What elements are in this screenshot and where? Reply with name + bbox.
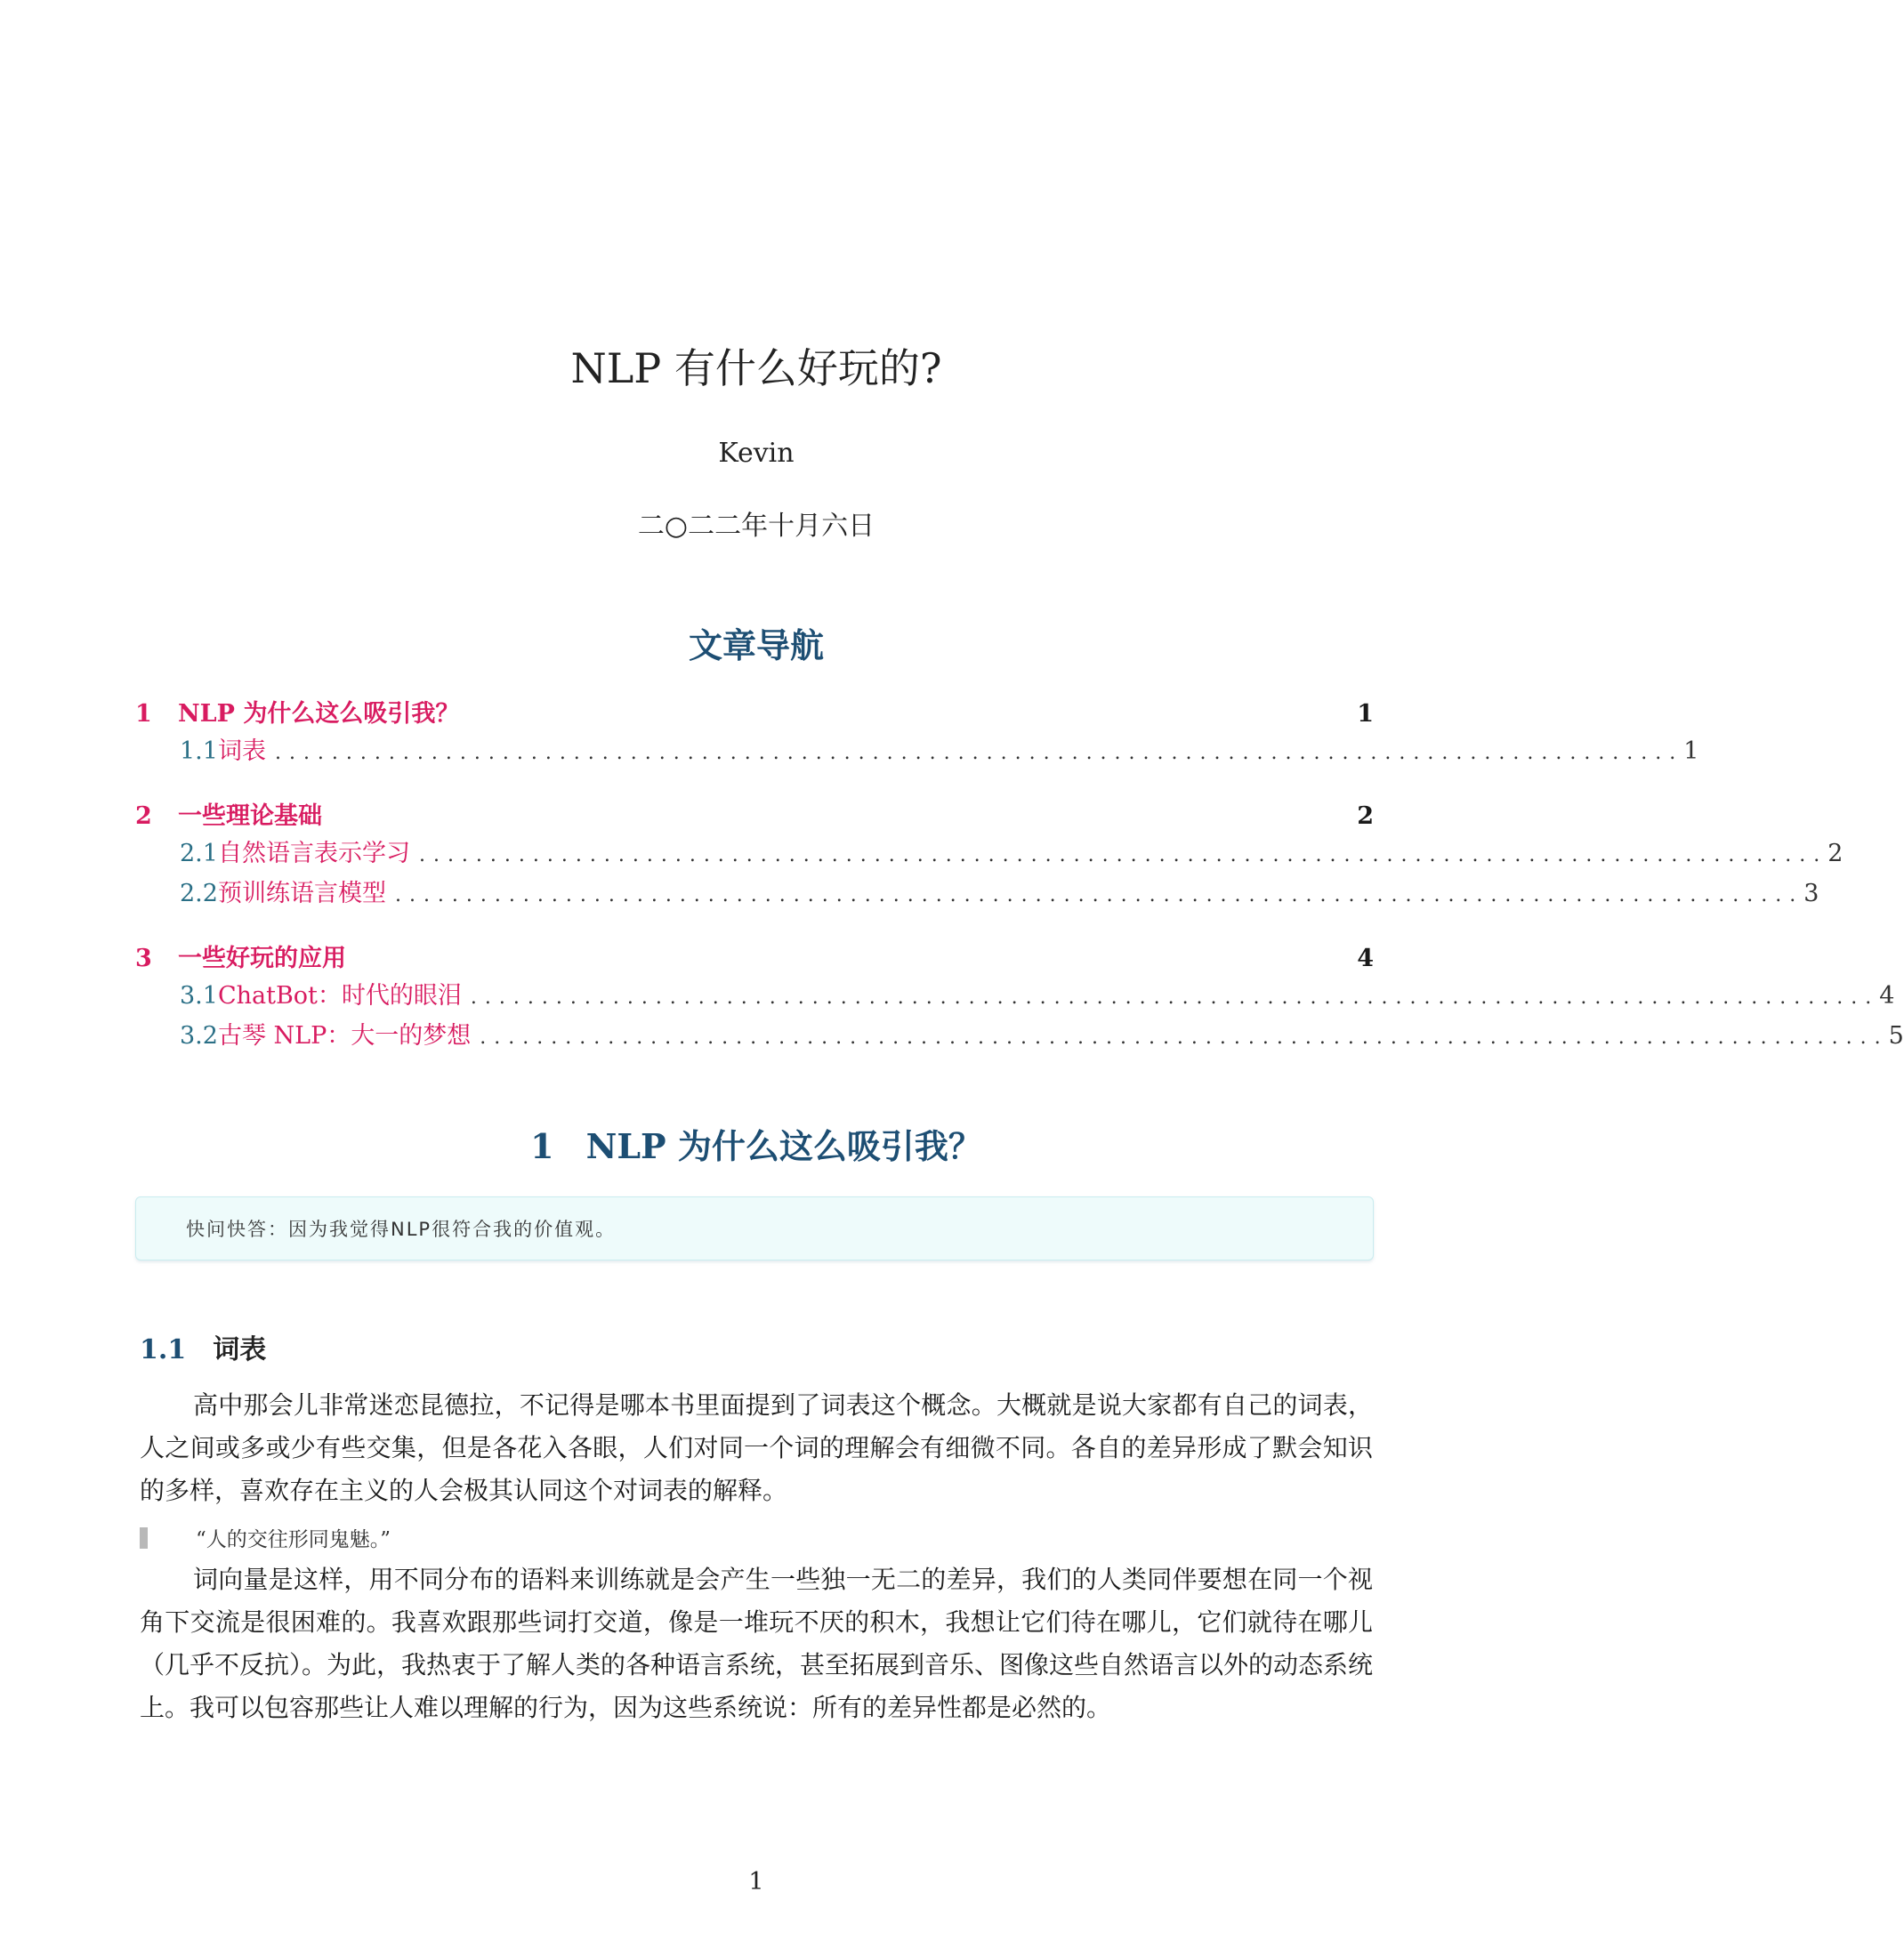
toc-leader-dots: ................................................................................................... (418, 844, 1828, 866)
quote-text: “人的交往形同鬼魅。” (196, 1528, 391, 1551)
toc-heading: 文章导航 (688, 625, 824, 665)
quote-bar (140, 1527, 148, 1549)
toc-subsection-2-1[interactable] (135, 834, 1843, 874)
toc-page-number: 1 (1357, 700, 1374, 728)
toc-subsection-3-1[interactable] (135, 976, 1895, 1016)
section-heading (0, 1119, 1513, 1168)
table-of-contents (135, 694, 1904, 1056)
toc-subsection-link[interactable]: 词表 (217, 737, 266, 765)
toc-leader-dots: ................................................................................................... (274, 742, 1684, 764)
document-author: Kevin (718, 438, 795, 469)
block-quote (140, 1523, 391, 1552)
toc-leader-dots: ................................................................................................... (470, 987, 1880, 1009)
subsection-number: 1.1 (140, 1334, 187, 1365)
toc-page-number: 5 (1888, 1022, 1904, 1050)
body-paragraph-1: 高中那会儿非常迷恋昆德拉，不记得是哪本书里面提到了词表这个概念。大概就是说大家都有自己的词表，人之间或多或少有些交集，但是各花入各眼，人们对同一个词的理解会有细微不同。各自的差异形成了默会知识的多样，喜欢存在主义的人会极其认同这个对词表的解释。 (140, 1390, 1373, 1505)
toc-leader-dots: ................................................................................................... (394, 884, 1804, 906)
toc-subsection-number: 3.2 (180, 1022, 218, 1050)
body-paragraph-2: 词向量是这样，用不同分布的语料来训练就是会产生一些独一无二的差异，我们的人类同伴要想在同一个视角下交流是很困难的。我喜欢跟那些词打交道，像是一堆玩不厌的积木，我想让它们待在哪儿，它们就待在哪儿（几乎不反抗）。为此，我热衷于了解人类的各种语言系统，甚至拓展到音乐、图像这些自然语言以外的动态系统上。我可以包容那些让人难以理解的行为，因为这些系统说：所有的差异性都是必然的。 (140, 1565, 1374, 1722)
toc-section-1[interactable] (135, 694, 1374, 731)
toc-page-number: 2 (1357, 802, 1374, 830)
toc-subsection-number: 1.1 (180, 737, 218, 765)
toc-section-link[interactable]: 一些好玩的应用 (178, 945, 346, 972)
toc-section-number: 1 (135, 700, 152, 728)
toc-subsection-link[interactable]: 古琴 NLP：大一的梦想 (217, 1022, 472, 1050)
toc-section-3[interactable] (135, 938, 1374, 976)
toc-subsection-number: 3.1 (180, 982, 218, 1010)
toc-leader-dots: ................................................................................................... (480, 1027, 1889, 1049)
document-date: 二○二二年十月六日 (637, 511, 875, 542)
toc-page-number: 2 (1827, 840, 1843, 867)
toc-section-link[interactable]: NLP 为什么这么吸引我？ (178, 700, 460, 728)
toc-page-number: 3 (1803, 880, 1819, 907)
toc-subsection-link[interactable]: 预训练语言模型 (217, 880, 386, 907)
toc-section-number: 2 (135, 802, 152, 830)
toc-subsection-link[interactable]: 自然语言表示学习 (217, 840, 410, 867)
section-number: 1 (530, 1126, 554, 1166)
toc-section-2[interactable] (135, 796, 1374, 834)
section-title: NLP 为什么这么吸引我？ (585, 1126, 982, 1166)
subsection-heading (140, 1327, 266, 1366)
toc-subsection-2-2[interactable] (135, 874, 1819, 914)
toc-page-number: 4 (1879, 982, 1895, 1010)
quick-answer-callout: 快问快答：因为我觉得NLP很符合我的价值观。 (135, 1196, 1374, 1260)
document-title: NLP 有什么好玩的? (570, 344, 942, 392)
toc-subsection-3-2[interactable] (135, 1016, 1904, 1056)
toc-page-number: 1 (1683, 737, 1699, 765)
toc-subsection-number: 2.2 (180, 880, 218, 907)
toc-subsection-1-1[interactable] (135, 731, 1699, 771)
toc-page-number: 4 (1357, 945, 1374, 972)
toc-section-link[interactable]: 一些理论基础 (178, 802, 322, 830)
toc-subsection-link[interactable]: ChatBot：时代的眼泪 (217, 982, 462, 1010)
page-number-footer: 1 (748, 1868, 764, 1896)
subsection-title: 词表 (213, 1334, 267, 1365)
toc-section-number: 3 (135, 945, 152, 972)
toc-subsection-number: 2.1 (180, 840, 218, 867)
